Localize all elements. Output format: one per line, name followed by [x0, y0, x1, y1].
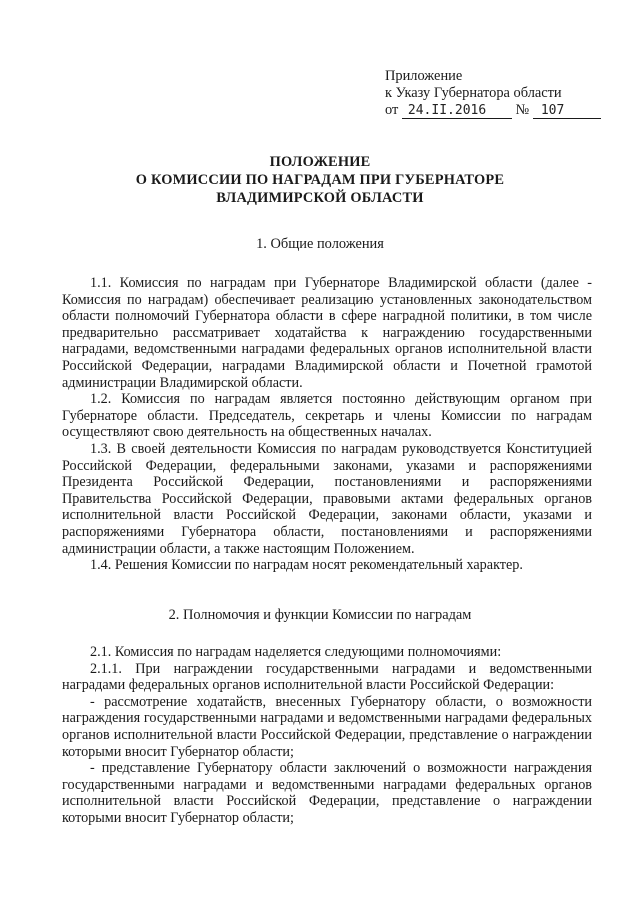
- power-item-1: - рассмотрение ходатайств, внесенных Губернатору области, о возможности награждения государственными наградами и ведомственными наградами федеральных органов исполнительной власти Российской Федерации, представление о награждении которыми вносит Губернатор области;: [62, 693, 592, 760]
- number-prefix: №: [515, 102, 530, 118]
- section-1-body: [62, 275, 592, 574]
- annex-date-line: [385, 102, 601, 119]
- title-line-3: ВЛАДИМИРСКОЙ ОБЛАСТИ: [216, 190, 424, 206]
- decree-date: 24.II.2016: [402, 104, 512, 119]
- clause-1-2: 1.2. Комиссия по наградам является постоянно действующим органом при Губернаторе области. Председатель, секретарь и члены Комиссии по наградам осуществляют свою деятельность на общественных началах.: [62, 391, 592, 441]
- annex-block: [385, 68, 601, 119]
- date-prefix: от: [385, 102, 399, 118]
- section-2-body: [62, 644, 592, 827]
- power-item-2: - представление Губернатору области заключений о возможности награждения государственными наградами и ведомственными наградами федеральных органов исполнительной власти Российской Федерации, представление о награждении которыми вносит Губернатор области;: [62, 760, 592, 826]
- document-title: [60, 153, 580, 207]
- title-line-2: О КОМИССИИ ПО НАГРАДАМ ПРИ ГУБЕРНАТОРЕ: [135, 172, 505, 188]
- title-line-1: ПОЛОЖЕНИЕ: [269, 154, 371, 170]
- clause-2-1-1: 2.1.1. При награждении государственными наградами и ведомственными наградами федеральных органов исполнительной власти Российской Федерации:: [62, 660, 592, 694]
- section-1-heading: 1. Общие положения: [256, 236, 384, 252]
- decree-number: 107: [533, 104, 601, 119]
- clause-1-1: 1.1. Комиссия по наградам при Губернаторе Владимирской области (далее - Комиссия по наградам) обеспечивает реализацию установленных законодательством области полномочий Губернатора области в сфере наградной политики, в том числе предварительно рассматривает ходатайства к награждению государственными наградами, ведомственными наградами федеральных органов исполнительной власти Российской Федерации, наградами Владимирской области и Почетной грамотой администрации Владимирской области.: [62, 275, 592, 391]
- clause-1-4: 1.4. Решения Комиссии по наградам носят рекомендательный характер.: [90, 557, 523, 574]
- annex-decree-ref: к Указу Губернатора области: [385, 85, 562, 101]
- annex-label: Приложение: [385, 68, 463, 84]
- clause-1-3: 1.3. В своей деятельности Комиссия по наградам руководствуется Конституцией Российской Федерации, федеральными законами, указами и распоряжениями Президента Российской Федерации, постановлениями и распоряжениями Правительства Российской Федерации, правовыми актами федеральных органов исполнительной власти Российской Федерации, законами области, указами и распоряжениями Губернатора области, постановлениями и распоряжениями администрации области, а также настоящим Положением.: [62, 440, 592, 557]
- section-2-heading: 2. Полномочия и функции Комиссии по наградам: [168, 607, 472, 623]
- clause-2-1: 2.1. Комиссия по наградам наделяется следующими полномочиями:: [90, 644, 502, 660]
